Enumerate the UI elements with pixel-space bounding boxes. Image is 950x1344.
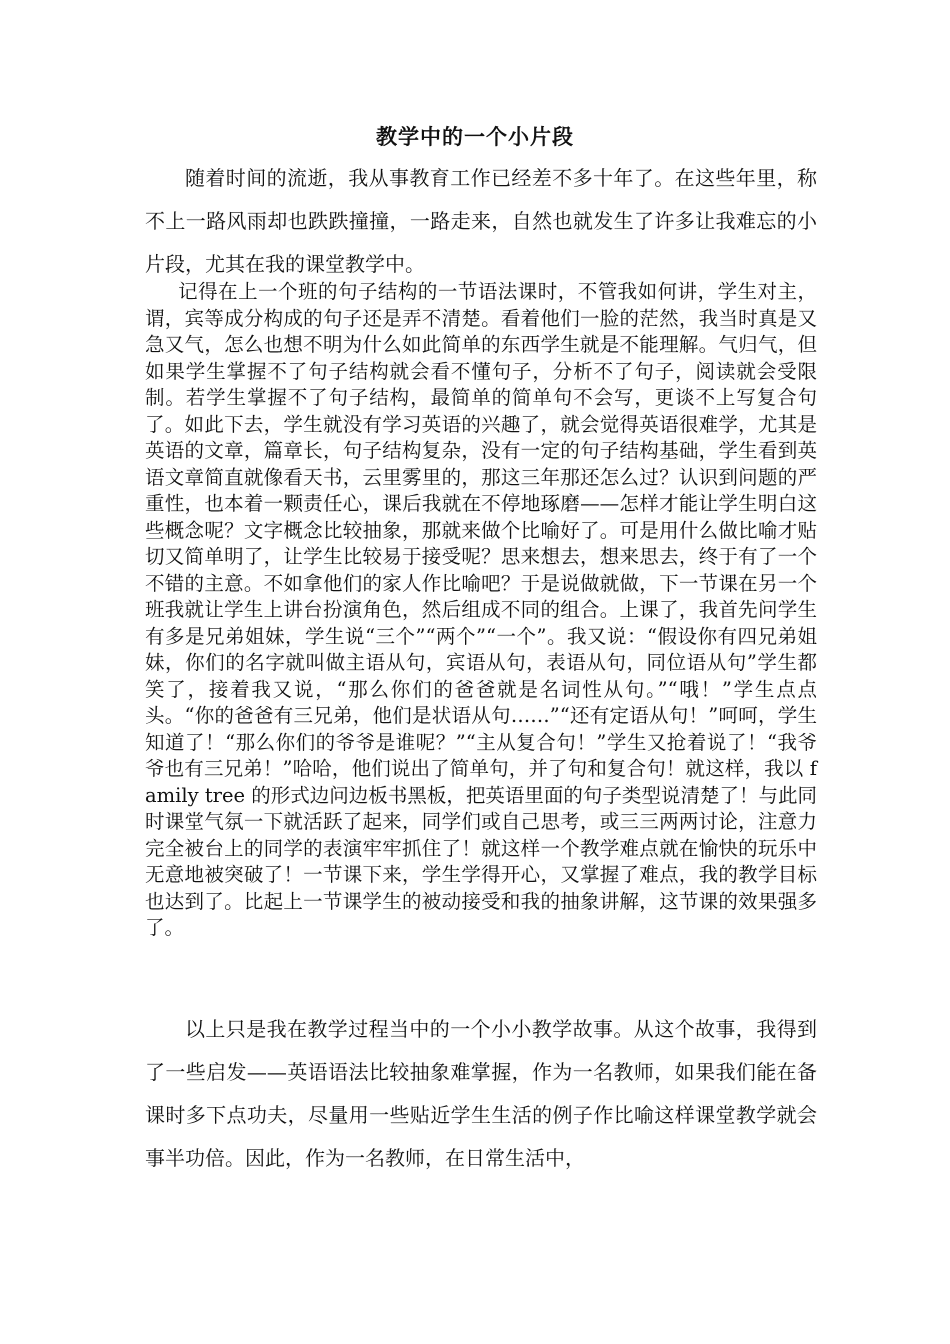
paragraph-reflection: 以上只是我在教学过程当中的一个小小教学故事。从这个故事，我得到了一些启发——英语语法比较抽象难掌握，作为一名教师，如果我们能在备课时多下点功夫，尽量用一些贴近学生生活的例子作比喻这样课堂教学就会事半功倍。因此，作为一名教师，在日常生活中， [145,1017,817,1170]
paragraph-story: 记得在上一个班的句子结构的一节语法课时，不管我如何讲，学生对主，谓，宾等成分构成的句子还是弄不清楚。看着他们一脸的茫然，我当时真是又急又气，怎么也想不明为什么如此简单的东西学生就是不能理解。气归气，但如果学生掌握不了句子结构就会看不懂句子，分析不了句子，阅读就会受限制。若学生掌握不了句子结构，最简单的简单句不会写，更谈不上写复合句了。如此下去，学生就没有学习英语的兴趣了，就会觉得英语很难学，尤其是英语的文章，篇章长，句子结构复杂，没有一定的句子结构基础，学生看到英语文章简直就像看天书，云里雾里的，那这三年那还怎么过？认识到问题的严重性，也本着一颗责任心，课后我就在不停地琢磨——怎样才能让学生明白这些概念呢？文字概念比较抽象，那就来做个比喻好了。可是用什么做比喻才贴切又简单明了，让学生比较易于接受呢？思来想去，想来思去，终于有了一个不错的主意。不如拿他们的家人作比喻吧？于是说做就做，下一节课在另一个班我就让学生上讲台扮演角色，然后组成不同的组合。上课了，我首先问学生有多是兄弟姐妹，学生说“三个”“两个”“一个”。我又说：“假设你有四兄弟姐妹，你们的名字就叫做主语从句，宾语从句，表语从句，同位语从句”学生都笑了，接着我又说，“那么你们的爸爸就是名词性从句。”“哦！”学生点点头。“你的爸爸有三兄弟，他们是状语从句……”“还有定语从句！”呵呵，学生知道了！“那么你们的爷爷是谁呢？”“主从复合句！”学生又抢着说了！“我爷爷也有三兄弟！”哈哈，他们说出了简单句，并了句和复合句！就这样，我以 family tree 的形式边问边板书黑板，把英语里面的句子类型说清楚了！与此同时课堂气氛一下就活跃了起来，同学们或自己思考，或三三两两讨论，注意力完全被台上的同学的表演牢牢抓住了！就这样一个教学难点就在愉快的玩乐中无意地被突破了！一节课下来，学生学得开心，又掌握了难点，我的教学目标也达到了。比起上一节课学生的被动接受和我的抽象讲解，这节课的效果强多了。 [145,280,817,939]
paragraph-intro: 随着时间的流逝，我从事教育工作已经差不多十年了。在这些年里，称不上一路风雨却也跌跌撞撞，一路走来，自然也就发生了许多让我难忘的小片段，尤其在我的课堂教学中。 [145,166,817,276]
document-title: 教学中的一个小片段 [376,124,574,149]
